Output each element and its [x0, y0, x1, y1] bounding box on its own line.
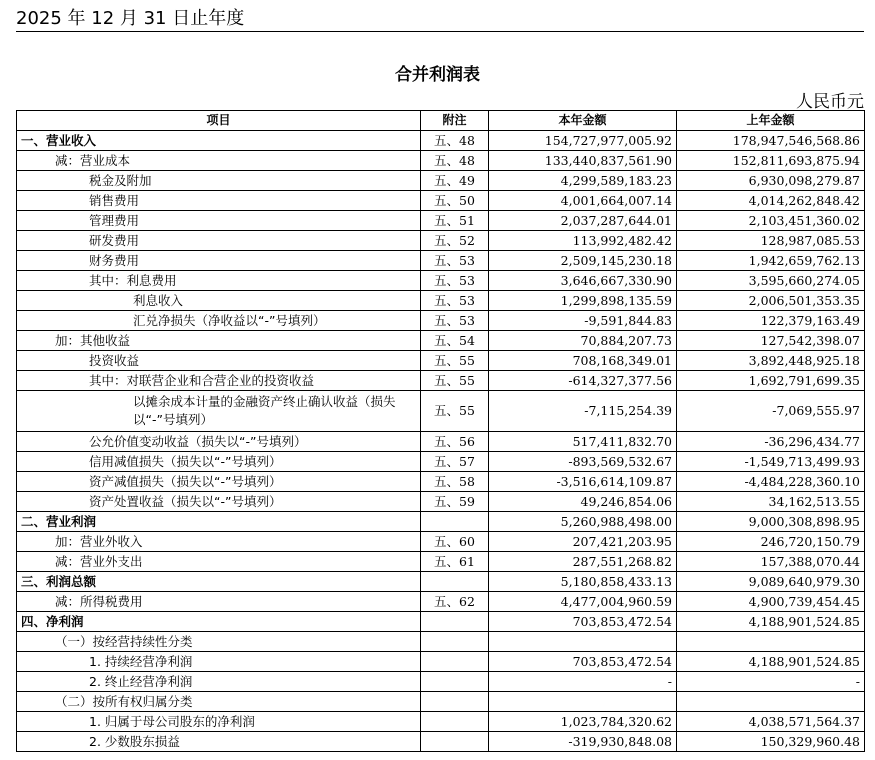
- row-item-label: 资产处置收益（损失以“-”号填列）: [17, 492, 421, 512]
- row-note: [421, 732, 489, 752]
- row-current-amount: -7,115,254.39: [489, 391, 677, 432]
- table-header-row: [17, 111, 865, 131]
- row-current-amount: -3,516,614,109.87: [489, 472, 677, 492]
- table-row: [17, 432, 865, 452]
- row-note: 五、55: [421, 371, 489, 391]
- row-prior-amount: 3,595,660,274.05: [677, 271, 865, 291]
- row-note: 五、53: [421, 291, 489, 311]
- row-item-label: 加：其他收益: [17, 331, 421, 351]
- row-note: 五、54: [421, 331, 489, 351]
- row-prior-amount: 1,692,791,699.35: [677, 371, 865, 391]
- row-note: 五、52: [421, 231, 489, 251]
- row-current-amount: 154,727,977,005.92: [489, 131, 677, 151]
- table-row: [17, 271, 865, 291]
- table-row: [17, 632, 865, 652]
- row-current-amount: 5,260,988,498.00: [489, 512, 677, 532]
- row-item-label: （一）按经营持续性分类: [17, 632, 421, 652]
- row-current-amount: 708,168,349.01: [489, 351, 677, 371]
- row-note: 五、59: [421, 492, 489, 512]
- row-prior-amount: 6,930,098,279.87: [677, 171, 865, 191]
- table-row: [17, 652, 865, 672]
- row-current-amount: 5,180,858,433.13: [489, 572, 677, 592]
- row-item-label: 利息收入: [17, 291, 421, 311]
- row-current-amount: [489, 632, 677, 652]
- table-row: [17, 672, 865, 692]
- table-row: [17, 151, 865, 171]
- row-item-label: 管理费用: [17, 211, 421, 231]
- row-current-amount: -: [489, 672, 677, 692]
- row-current-amount: 517,411,832.70: [489, 432, 677, 452]
- row-current-amount: 3,646,667,330.90: [489, 271, 677, 291]
- row-current-amount: 113,992,482.42: [489, 231, 677, 251]
- row-item-label: 其中：利息费用: [17, 271, 421, 291]
- row-item-label: 四、净利润: [17, 612, 421, 632]
- row-item-label: 2. 终止经营净利润: [17, 672, 421, 692]
- row-current-amount: 2,037,287,644.01: [489, 211, 677, 231]
- row-note: [421, 572, 489, 592]
- row-prior-amount: 1,942,659,762.13: [677, 251, 865, 271]
- row-current-amount: -893,569,532.67: [489, 452, 677, 472]
- row-current-amount: 703,853,472.54: [489, 612, 677, 632]
- row-note: 五、62: [421, 592, 489, 612]
- row-note: [421, 512, 489, 532]
- row-prior-amount: 4,188,901,524.85: [677, 612, 865, 632]
- row-item-label: 信用减值损失（损失以“-”号填列）: [17, 452, 421, 472]
- table-row: [17, 732, 865, 752]
- row-note: [421, 632, 489, 652]
- report-period: 2025 年 12 月 31 日止年度: [16, 7, 864, 32]
- row-item-label: 其中：对联营企业和合营企业的投资收益: [17, 371, 421, 391]
- row-current-amount: 70,884,207.73: [489, 331, 677, 351]
- row-prior-amount: 122,379,163.49: [677, 311, 865, 331]
- row-current-amount: [489, 692, 677, 712]
- row-note: 五、57: [421, 452, 489, 472]
- row-note: 五、51: [421, 211, 489, 231]
- row-prior-amount: 150,329,960.48: [677, 732, 865, 752]
- row-note: [421, 672, 489, 692]
- row-current-amount: 2,509,145,230.18: [489, 251, 677, 271]
- row-note: [421, 612, 489, 632]
- row-note: 五、53: [421, 251, 489, 271]
- row-prior-amount: -36,296,434.77: [677, 432, 865, 452]
- row-current-amount: 133,440,837,561.90: [489, 151, 677, 171]
- table-row: [17, 592, 865, 612]
- table-row: [17, 552, 865, 572]
- row-item-label: 1. 持续经营净利润: [17, 652, 421, 672]
- row-prior-amount: 9,089,640,979.30: [677, 572, 865, 592]
- column-header-prior-year: 上年金额: [677, 111, 865, 131]
- row-note: 五、55: [421, 351, 489, 371]
- row-prior-amount: 246,720,150.79: [677, 532, 865, 552]
- row-current-amount: 4,477,004,960.59: [489, 592, 677, 612]
- row-current-amount: 287,551,268.82: [489, 552, 677, 572]
- row-prior-amount: 4,900,739,454.45: [677, 592, 865, 612]
- column-header-current-year: 本年金额: [489, 111, 677, 131]
- row-item-label: 以摊余成本计量的金融资产终止确认收益（损失以“-”号填列）: [17, 391, 421, 432]
- row-prior-amount: 2,006,501,353.35: [677, 291, 865, 311]
- row-prior-amount: 4,038,571,564.37: [677, 712, 865, 732]
- row-note: 五、58: [421, 472, 489, 492]
- column-header-note: 附注: [421, 111, 489, 131]
- row-prior-amount: 4,014,262,848.42: [677, 191, 865, 211]
- row-prior-amount: 157,388,070.44: [677, 552, 865, 572]
- row-prior-amount: 128,987,085.53: [677, 231, 865, 251]
- row-note: [421, 652, 489, 672]
- row-item-label: 2. 少数股东损益: [17, 732, 421, 752]
- income-statement-table: [16, 110, 865, 752]
- row-prior-amount: 152,811,693,875.94: [677, 151, 865, 171]
- table-row: [17, 492, 865, 512]
- row-note: [421, 692, 489, 712]
- row-note: 五、53: [421, 311, 489, 331]
- table-row: [17, 311, 865, 331]
- row-item-label: 二、营业利润: [17, 512, 421, 532]
- table-row: [17, 712, 865, 732]
- row-item-label: 减：营业外支出: [17, 552, 421, 572]
- row-item-label: 三、利润总额: [17, 572, 421, 592]
- row-prior-amount: -4,484,228,360.10: [677, 472, 865, 492]
- row-note: [421, 712, 489, 732]
- row-note: 五、48: [421, 151, 489, 171]
- row-prior-amount: -7,069,555.97: [677, 391, 865, 432]
- row-note: 五、60: [421, 532, 489, 552]
- row-current-amount: -319,930,848.08: [489, 732, 677, 752]
- table-row: [17, 692, 865, 712]
- row-item-label: 销售费用: [17, 191, 421, 211]
- row-prior-amount: [677, 632, 865, 652]
- row-item-label: 投资收益: [17, 351, 421, 371]
- table-row: [17, 131, 865, 151]
- row-prior-amount: [677, 692, 865, 712]
- row-note: 五、55: [421, 391, 489, 432]
- row-current-amount: -614,327,377.56: [489, 371, 677, 391]
- row-prior-amount: 9,000,308,898.95: [677, 512, 865, 532]
- row-item-label: 减：所得税费用: [17, 592, 421, 612]
- row-item-label: 减：营业成本: [17, 151, 421, 171]
- table-row: [17, 331, 865, 351]
- row-current-amount: 1,299,898,135.59: [489, 291, 677, 311]
- table-row: [17, 351, 865, 371]
- column-header-item: 项目: [17, 111, 421, 131]
- table-row: [17, 211, 865, 231]
- table-row: [17, 191, 865, 211]
- row-item-label: 公允价值变动收益（损失以“-”号填列）: [17, 432, 421, 452]
- row-note: 五、61: [421, 552, 489, 572]
- row-prior-amount: 127,542,398.07: [677, 331, 865, 351]
- table-row: [17, 251, 865, 271]
- table-row: [17, 532, 865, 552]
- row-item-label: 汇兑净损失（净收益以“-”号填列）: [17, 311, 421, 331]
- row-item-label: 一、营业收入: [17, 131, 421, 151]
- table-row: [17, 171, 865, 191]
- table-row: [17, 612, 865, 632]
- row-note: 五、56: [421, 432, 489, 452]
- table-row: [17, 231, 865, 251]
- row-item-label: 加：营业外收入: [17, 532, 421, 552]
- table-row: [17, 512, 865, 532]
- table-row: [17, 472, 865, 492]
- row-current-amount: 703,853,472.54: [489, 652, 677, 672]
- row-note: 五、49: [421, 171, 489, 191]
- row-item-label: 1. 归属于母公司股东的净利润: [17, 712, 421, 732]
- row-current-amount: 49,246,854.06: [489, 492, 677, 512]
- row-item-label: 研发费用: [17, 231, 421, 251]
- row-item-label: （二）按所有权归属分类: [17, 692, 421, 712]
- statement-title: 合并利润表: [395, 65, 480, 85]
- row-prior-amount: 2,103,451,360.02: [677, 211, 865, 231]
- row-prior-amount: 178,947,546,568.86: [677, 131, 865, 151]
- row-note: 五、53: [421, 271, 489, 291]
- row-current-amount: 4,001,664,007.14: [489, 191, 677, 211]
- row-current-amount: 1,023,784,320.62: [489, 712, 677, 732]
- row-prior-amount: -: [677, 672, 865, 692]
- row-prior-amount: -1,549,713,499.93: [677, 452, 865, 472]
- row-current-amount: -9,591,844.83: [489, 311, 677, 331]
- row-prior-amount: 34,162,513.55: [677, 492, 865, 512]
- row-prior-amount: 4,188,901,524.85: [677, 652, 865, 672]
- row-prior-amount: 3,892,448,925.18: [677, 351, 865, 371]
- table-row: [17, 391, 865, 432]
- table-row: [17, 452, 865, 472]
- table-row: [17, 572, 865, 592]
- row-current-amount: 4,299,589,183.23: [489, 171, 677, 191]
- row-note: 五、48: [421, 131, 489, 151]
- row-current-amount: 207,421,203.95: [489, 532, 677, 552]
- currency-unit: 人民币元: [796, 92, 864, 112]
- row-note: 五、50: [421, 191, 489, 211]
- table-row: [17, 291, 865, 311]
- row-item-label: 财务费用: [17, 251, 421, 271]
- row-item-label: 资产减值损失（损失以“-”号填列）: [17, 472, 421, 492]
- row-item-label: 税金及附加: [17, 171, 421, 191]
- table-row: [17, 371, 865, 391]
